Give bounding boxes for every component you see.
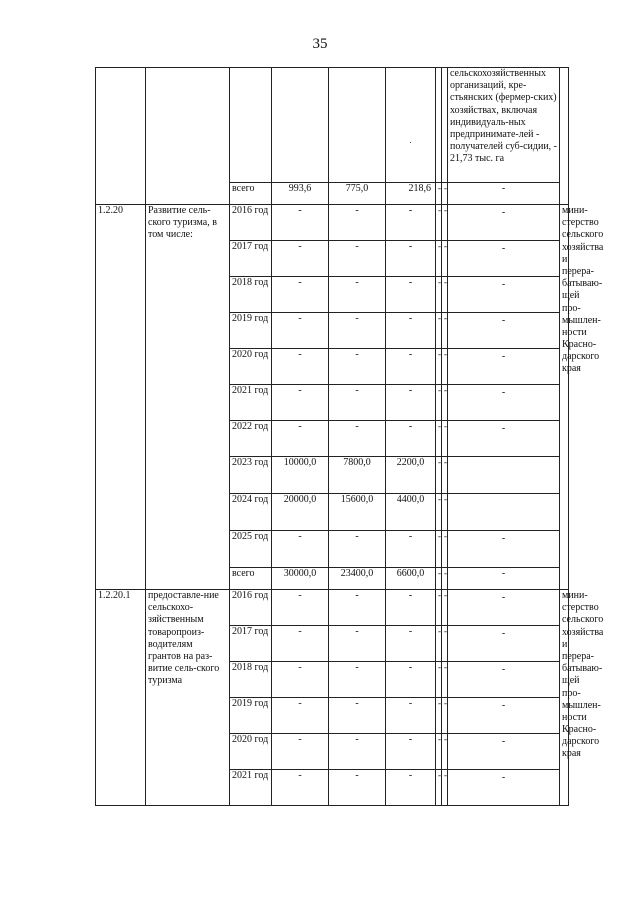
period-cell: 2023 год xyxy=(230,457,272,494)
regional-cell: - xyxy=(329,385,386,421)
total-cell: 30000,0 xyxy=(272,568,329,590)
total-cell: - xyxy=(272,770,329,806)
regional-cell: - xyxy=(329,241,386,277)
col5-cell: - xyxy=(436,349,442,385)
federal-cell: 2200,0 xyxy=(386,457,436,494)
total-cell: - xyxy=(272,698,329,734)
total-cell: - xyxy=(272,385,329,421)
col6-cell: - xyxy=(442,531,448,568)
item-executor: мини-стерство сельского хозяйства и перера-батываю-щей про-мышлен-ности Красно-дарского края xyxy=(560,205,569,590)
col5-cell: - xyxy=(436,385,442,421)
period-cell: 2018 год xyxy=(230,277,272,313)
col5-cell: - xyxy=(436,531,442,568)
col6-cell: - xyxy=(442,698,448,734)
col5-cell: - xyxy=(436,626,442,662)
federal-cell: - xyxy=(386,662,436,698)
result-cell: - xyxy=(448,698,560,734)
regional-cell: 775,0 xyxy=(329,183,386,205)
regional-cell: - xyxy=(329,626,386,662)
federal-cell: - xyxy=(386,385,436,421)
total-cell: 20000,0 xyxy=(272,494,329,531)
period-cell: 2021 год xyxy=(230,385,272,421)
total-cell: - xyxy=(272,205,329,241)
col6-cell: - xyxy=(442,734,448,770)
top-section xyxy=(96,68,569,205)
federal-cell: - xyxy=(386,205,436,241)
result-cell: - xyxy=(448,349,560,385)
dot-mark: . xyxy=(409,136,412,145)
col6-cell: - xyxy=(442,313,448,349)
result-cell: - xyxy=(448,313,560,349)
regional-cell: - xyxy=(329,277,386,313)
col6-cell: - xyxy=(442,590,448,626)
total-cell: - xyxy=(272,421,329,457)
result-cell: - xyxy=(448,531,560,568)
col5-cell: - xyxy=(436,183,442,205)
col6-cell: - xyxy=(442,349,448,385)
total-cell: - xyxy=(272,313,329,349)
total-cell: - xyxy=(272,277,329,313)
col6-cell: - xyxy=(442,568,448,590)
federal-cell: - xyxy=(386,277,436,313)
regional-cell: - xyxy=(329,421,386,457)
period-cell: 2018 год xyxy=(230,662,272,698)
federal-cell: 4400,0 xyxy=(386,494,436,531)
col6-cell: - xyxy=(442,662,448,698)
continued-number-cell xyxy=(96,68,146,205)
col6-cell: - xyxy=(442,205,448,241)
total-cell: - xyxy=(272,590,329,626)
period-cell: 2024 год xyxy=(230,494,272,531)
data-row xyxy=(96,205,569,241)
result-cell: - xyxy=(448,183,560,205)
total-cell: 993,6 xyxy=(272,183,329,205)
federal-cell: 218,6 xyxy=(386,183,436,205)
federal-cell: - xyxy=(386,698,436,734)
federal-cell: - xyxy=(386,313,436,349)
result-cell: - xyxy=(448,626,560,662)
total-cell: - xyxy=(272,662,329,698)
regional-cell: - xyxy=(329,770,386,806)
col5-cell: - xyxy=(436,770,442,806)
item-number: 1.2.20.1 xyxy=(96,590,146,806)
item-name: Развитие сель-ского туризма, в том числе: xyxy=(146,205,230,590)
col5-cell: - xyxy=(436,662,442,698)
col5-cell: - xyxy=(436,590,442,626)
result-cell: - xyxy=(448,277,560,313)
total-cell: - xyxy=(272,349,329,385)
result-cell: - xyxy=(448,241,560,277)
result-cell xyxy=(448,457,560,494)
item-executor: мини-стерство сельского хозяйства и перера-батываю-щей про-мышлен-ности Красно-дарского края xyxy=(560,590,569,806)
col5-cell: - xyxy=(436,698,442,734)
federal-cell: - xyxy=(386,349,436,385)
regional-cell: 7800,0 xyxy=(329,457,386,494)
regional-cell: - xyxy=(329,590,386,626)
col5-cell: - xyxy=(436,568,442,590)
col6-cell: - xyxy=(442,241,448,277)
period-cell: 2021 год xyxy=(230,770,272,806)
total-cell: - xyxy=(272,734,329,770)
col6-cell: - xyxy=(442,421,448,457)
federal-cell: - xyxy=(386,421,436,457)
item-name: предоставле-ние сельскохо-зяйственным товаропроиз-водителям грантов на раз-витие сель-ского туризма xyxy=(146,590,230,806)
period-cell: 2020 год xyxy=(230,349,272,385)
result-cell: - xyxy=(448,590,560,626)
col5-cell: - xyxy=(436,313,442,349)
federal-cell: - xyxy=(386,590,436,626)
period-cell: 2016 год xyxy=(230,590,272,626)
period-cell: 2016 год xyxy=(230,205,272,241)
regional-cell: - xyxy=(329,662,386,698)
regional-cell: - xyxy=(329,349,386,385)
result-description: сельскохозяйственных организаций, кре-стьянских (фермер-ских) хозяйствах, включая индивидуаль-ных предпринимате-лей - получателей суб-сидии, - 21,73 тыс. га xyxy=(448,68,560,183)
col5-cell: - xyxy=(436,241,442,277)
result-cell: - xyxy=(448,770,560,806)
period-cell: всего xyxy=(230,183,272,205)
regional-cell: - xyxy=(329,205,386,241)
result-cell: - xyxy=(448,734,560,770)
col6-cell: - xyxy=(442,626,448,662)
continued-name-cell xyxy=(146,68,230,205)
federal-cell: 6600,0 xyxy=(386,568,436,590)
result-cell: - xyxy=(448,205,560,241)
federal-cell: - xyxy=(386,531,436,568)
program-table xyxy=(95,67,604,806)
regional-cell: - xyxy=(329,313,386,349)
period-cell: всего xyxy=(230,568,272,590)
continued-executor-cell xyxy=(560,68,569,205)
regional-cell: 15600,0 xyxy=(329,494,386,531)
result-cell xyxy=(448,494,560,531)
col6-cell: - xyxy=(442,494,448,531)
data-row xyxy=(96,590,569,626)
regional-cell: - xyxy=(329,734,386,770)
federal-cell: - xyxy=(386,734,436,770)
federal-cell: - xyxy=(386,770,436,806)
col6-cell: - xyxy=(442,457,448,494)
col6-cell: - xyxy=(442,277,448,313)
federal-cell: - xyxy=(386,241,436,277)
total-cell: - xyxy=(272,626,329,662)
period-cell: 2019 год xyxy=(230,698,272,734)
col6-cell: - xyxy=(442,183,448,205)
col5-cell: - xyxy=(436,494,442,531)
period-cell: 2025 год xyxy=(230,531,272,568)
continued-row xyxy=(96,68,569,183)
total-cell: 10000,0 xyxy=(272,457,329,494)
period-cell: 2017 год xyxy=(230,241,272,277)
col5-cell: - xyxy=(436,421,442,457)
regional-cell: 23400,0 xyxy=(329,568,386,590)
total-cell: - xyxy=(272,241,329,277)
regional-cell: - xyxy=(329,698,386,734)
item-2-section xyxy=(96,590,604,806)
col5-cell: - xyxy=(436,457,442,494)
result-cell: - xyxy=(448,568,560,590)
period-cell: 2020 год xyxy=(230,734,272,770)
item-1-section xyxy=(96,205,604,590)
result-cell: - xyxy=(448,421,560,457)
item-number: 1.2.20 xyxy=(96,205,146,590)
col5-cell: - xyxy=(436,205,442,241)
col6-cell: - xyxy=(442,385,448,421)
col6-cell: - xyxy=(442,770,448,806)
period-cell: 2017 год xyxy=(230,626,272,662)
regional-cell: - xyxy=(329,531,386,568)
result-cell: - xyxy=(448,385,560,421)
period-cell: 2019 год xyxy=(230,313,272,349)
period-cell: 2022 год xyxy=(230,421,272,457)
total-cell: - xyxy=(272,531,329,568)
col5-cell: - xyxy=(436,277,442,313)
result-cell: - xyxy=(448,662,560,698)
col5-cell: - xyxy=(436,734,442,770)
page-number: 35 xyxy=(312,36,328,52)
federal-cell: - xyxy=(386,626,436,662)
